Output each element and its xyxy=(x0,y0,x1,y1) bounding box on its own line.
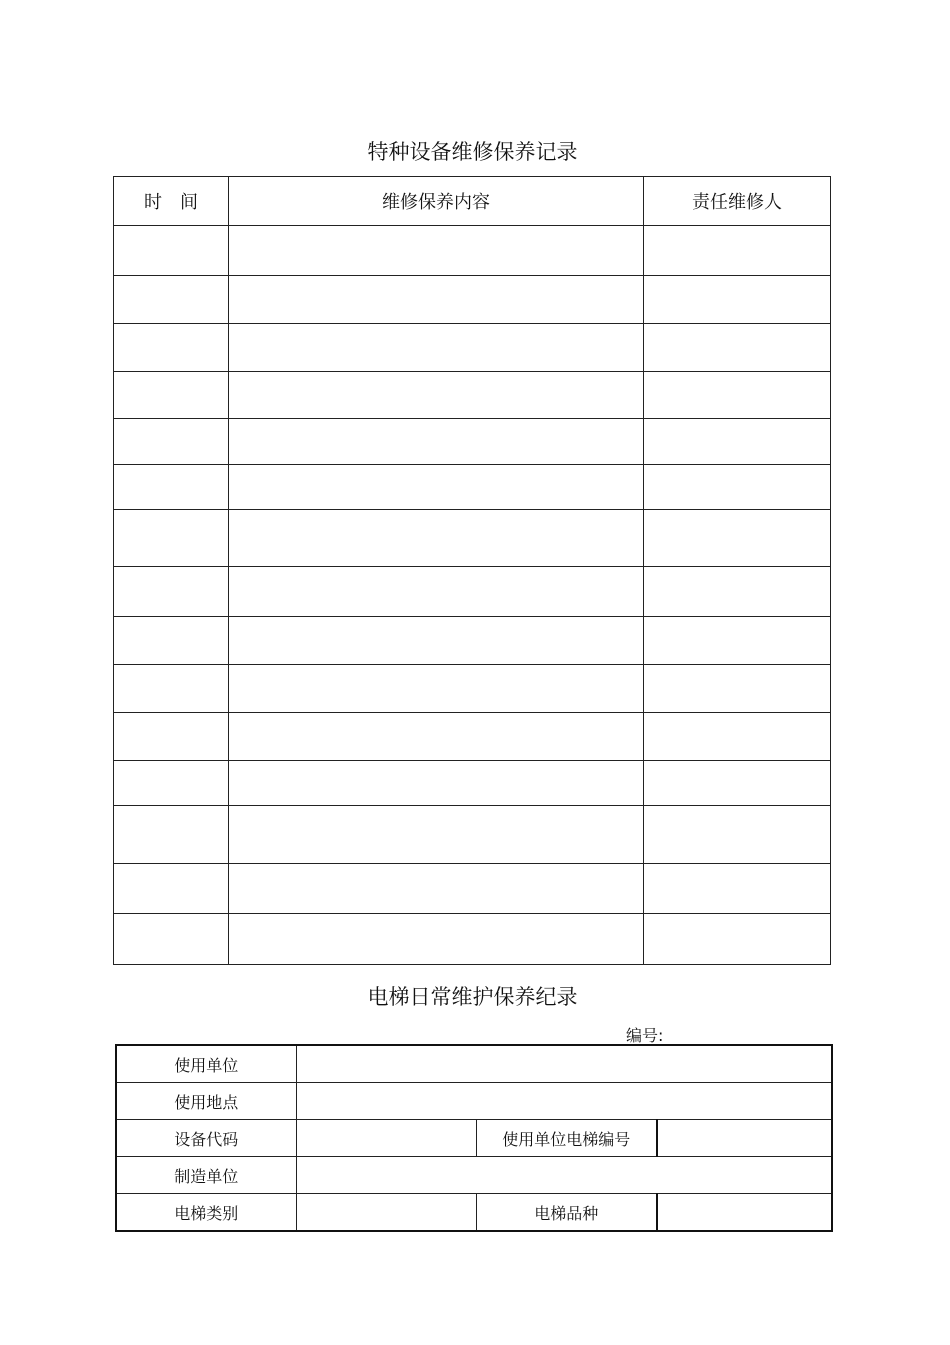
content-cell[interactable] xyxy=(229,617,644,665)
content-cell[interactable] xyxy=(229,713,644,761)
time-cell[interactable] xyxy=(114,864,229,914)
content-cell[interactable] xyxy=(229,276,644,324)
table-row xyxy=(114,276,831,324)
label-unit: 使用单位 xyxy=(116,1045,296,1083)
responsible-cell[interactable] xyxy=(644,276,831,324)
content-cell[interactable] xyxy=(229,465,644,510)
responsible-cell[interactable] xyxy=(644,567,831,617)
responsible-cell[interactable] xyxy=(644,864,831,914)
page-title: 特种设备维修保养记录 xyxy=(367,140,578,164)
time-cell[interactable] xyxy=(114,276,229,324)
responsible-cell[interactable] xyxy=(644,419,831,465)
field-elevator-variety[interactable] xyxy=(657,1194,832,1232)
content-cell[interactable] xyxy=(229,419,644,465)
field-elevator-category[interactable] xyxy=(296,1194,476,1232)
table-row xyxy=(114,864,831,914)
header-time: 时 间 xyxy=(114,177,229,226)
responsible-cell[interactable] xyxy=(644,761,831,806)
table-row xyxy=(114,761,831,806)
field-unit-elevator-no[interactable] xyxy=(657,1120,832,1157)
table-row xyxy=(114,372,831,419)
table-row xyxy=(114,510,831,567)
label-unit-elevator-no: 使用单位电梯编号 xyxy=(476,1120,657,1157)
content-cell[interactable] xyxy=(229,914,644,965)
table-row xyxy=(116,1157,832,1194)
table-row xyxy=(114,465,831,510)
label-elevator-variety: 电梯品种 xyxy=(476,1194,657,1232)
section-title: 电梯日常维护保养纪录 xyxy=(367,985,578,1009)
field-location[interactable] xyxy=(296,1083,832,1120)
serial-number-label: 编号: xyxy=(626,1026,664,1045)
label-elevator-category: 电梯类别 xyxy=(116,1194,296,1232)
responsible-cell[interactable] xyxy=(644,806,831,864)
table-row xyxy=(114,806,831,864)
time-cell[interactable] xyxy=(114,510,229,567)
table-header-row xyxy=(114,177,831,226)
table-row xyxy=(114,713,831,761)
content-cell[interactable] xyxy=(229,567,644,617)
maintenance-record-table xyxy=(113,176,831,965)
table-row xyxy=(114,617,831,665)
content-cell[interactable] xyxy=(229,761,644,806)
content-cell[interactable] xyxy=(229,226,644,276)
table-row xyxy=(114,567,831,617)
field-equipment-code[interactable] xyxy=(296,1120,476,1157)
field-unit[interactable] xyxy=(296,1045,832,1083)
content-cell[interactable] xyxy=(229,372,644,419)
time-cell[interactable] xyxy=(114,567,229,617)
label-manufacturer: 制造单位 xyxy=(116,1157,296,1194)
content-cell[interactable] xyxy=(229,324,644,372)
responsible-cell[interactable] xyxy=(644,465,831,510)
header-responsible: 责任维修人 xyxy=(644,177,831,226)
time-cell[interactable] xyxy=(114,914,229,965)
responsible-cell[interactable] xyxy=(644,713,831,761)
content-cell[interactable] xyxy=(229,665,644,713)
responsible-cell[interactable] xyxy=(644,226,831,276)
time-cell[interactable] xyxy=(114,419,229,465)
responsible-cell[interactable] xyxy=(644,510,831,567)
table-row xyxy=(114,324,831,372)
label-location: 使用地点 xyxy=(116,1083,296,1120)
field-manufacturer[interactable] xyxy=(296,1157,832,1194)
table-row xyxy=(116,1045,832,1083)
time-cell[interactable] xyxy=(114,665,229,713)
content-cell[interactable] xyxy=(229,806,644,864)
time-cell[interactable] xyxy=(114,324,229,372)
table-row xyxy=(116,1194,832,1232)
table-row xyxy=(114,914,831,965)
table-row xyxy=(114,226,831,276)
time-cell[interactable] xyxy=(114,226,229,276)
responsible-cell[interactable] xyxy=(644,324,831,372)
table-row xyxy=(116,1120,832,1157)
table-row xyxy=(114,665,831,713)
table-row xyxy=(114,419,831,465)
table-row xyxy=(116,1083,832,1120)
responsible-cell[interactable] xyxy=(644,617,831,665)
time-cell[interactable] xyxy=(114,372,229,419)
time-cell[interactable] xyxy=(114,806,229,864)
responsible-cell[interactable] xyxy=(644,665,831,713)
responsible-cell[interactable] xyxy=(644,372,831,419)
label-equipment-code: 设备代码 xyxy=(116,1120,296,1157)
time-cell[interactable] xyxy=(114,761,229,806)
time-cell[interactable] xyxy=(114,465,229,510)
header-content: 维修保养内容 xyxy=(229,177,644,226)
content-cell[interactable] xyxy=(229,510,644,567)
time-cell[interactable] xyxy=(114,713,229,761)
responsible-cell[interactable] xyxy=(644,914,831,965)
content-cell[interactable] xyxy=(229,864,644,914)
elevator-info-table xyxy=(115,1044,833,1232)
time-cell[interactable] xyxy=(114,617,229,665)
